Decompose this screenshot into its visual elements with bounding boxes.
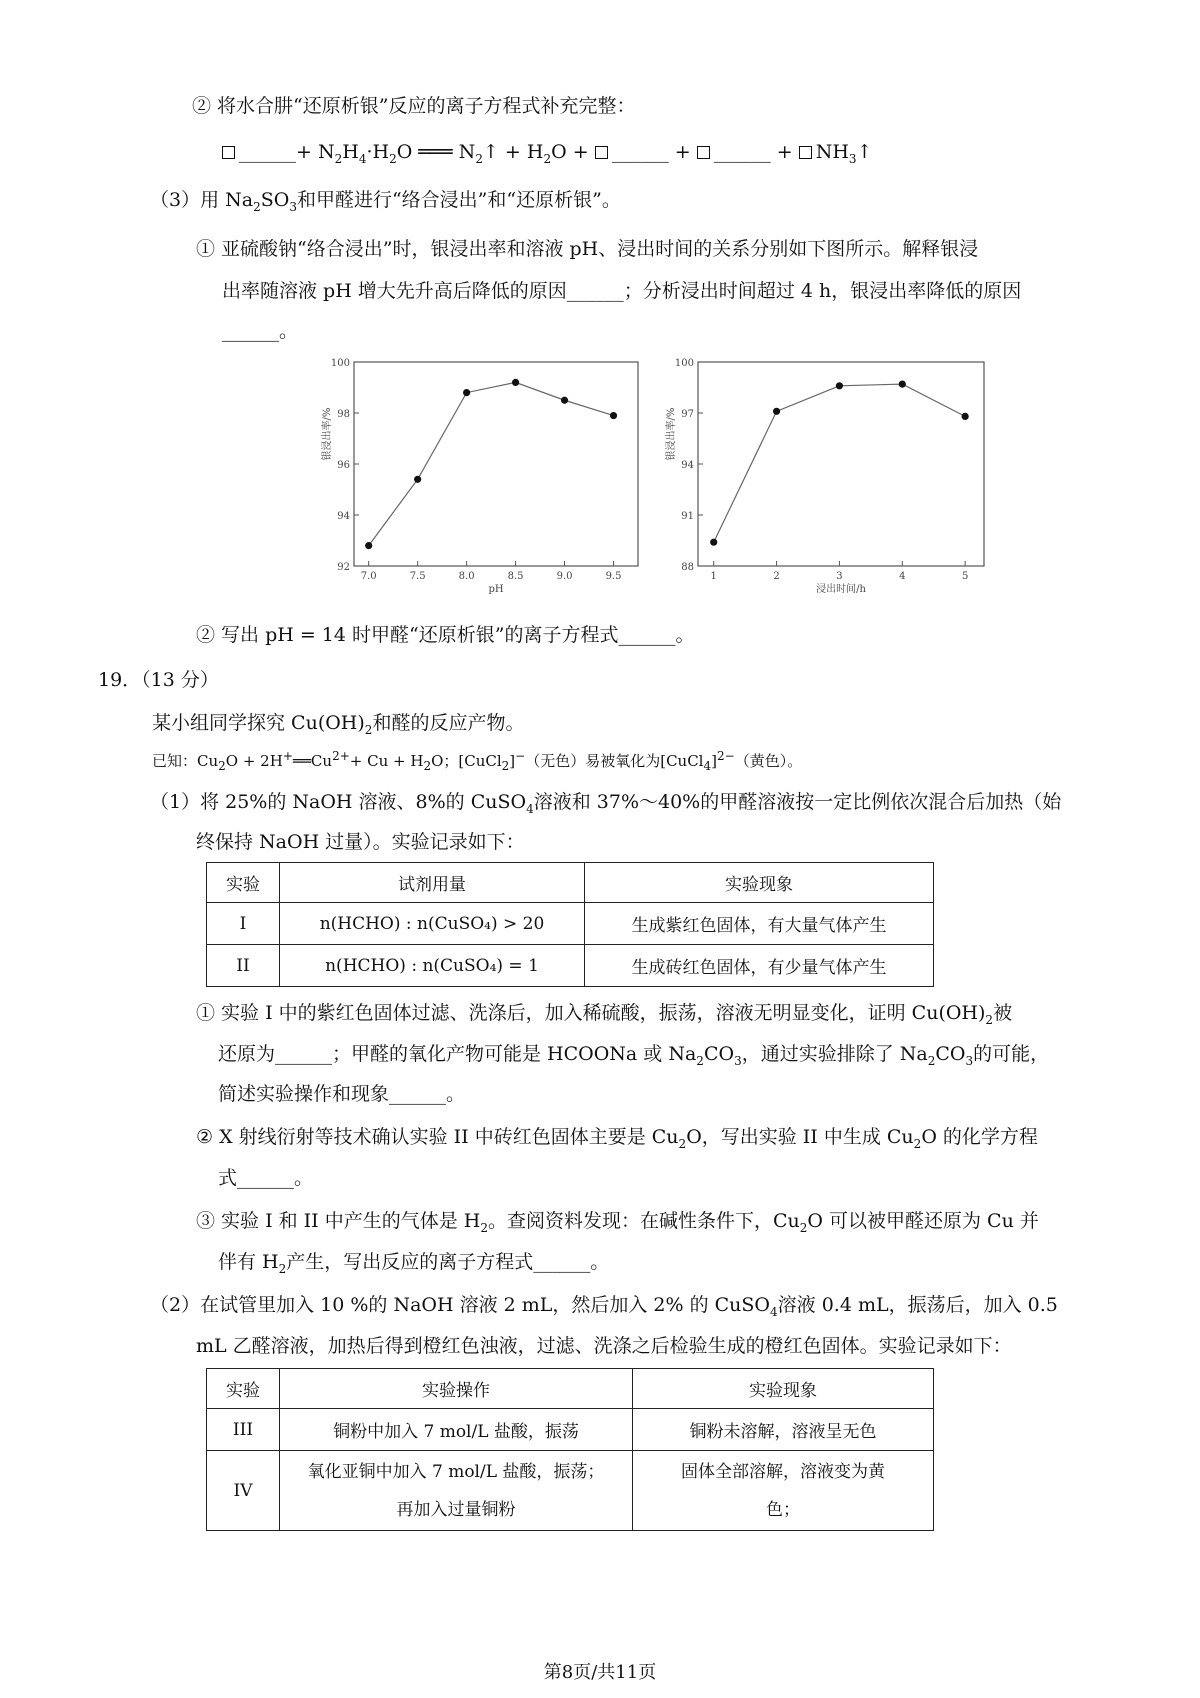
q18-part3-heading: （3）用 $Na_2SO_3$和甲醛进行“络合浸出”和“还原析银”。 xyxy=(150,189,621,214)
y-tick-label: 100 xyxy=(674,358,694,369)
y-tick-label: 98 xyxy=(337,409,350,420)
data-point xyxy=(899,381,906,388)
x-tick-label: 3 xyxy=(836,571,843,582)
table1-header: 实验 xyxy=(207,863,280,903)
q19-sub3-line2: 伴有 $H_2$产生，写出反应的离子方程式______。 xyxy=(218,1251,610,1276)
q18-equation: ______+ $N_2H_4\cdot H_2O$ ═══ $N_2↑ + H_2O$ + ______ + ______ + $NH_3↑$ xyxy=(222,139,872,165)
data-point xyxy=(773,408,780,415)
q19-known: 已知：$Cu_2O$ + $2H^+══Cu^{2+}+ Cu + H_2O$；[CuCl$_2$]−（无色）易被氧化为[CuCl$_4$]$^{2-}$（黄色）。 xyxy=(152,749,803,773)
chart-time-vs-leaching-rate xyxy=(664,352,1004,602)
series-line xyxy=(369,382,614,545)
y-tick-label: 91 xyxy=(681,511,694,522)
table2-cell xyxy=(280,1451,633,1531)
table1-cell: 生成砖红色固体，有少量气体产生 xyxy=(585,945,934,987)
x-tick-label: 1 xyxy=(710,571,717,582)
table2-cell: 铜粉未溶解，溶液呈无色 xyxy=(633,1409,934,1451)
table1-cell: n(HCHO) : n(CuSO₄) = 1 xyxy=(280,945,585,987)
y-tick-label: 100 xyxy=(330,358,350,369)
table-row xyxy=(207,903,934,945)
data-point xyxy=(962,413,969,420)
x-tick-label: 9.0 xyxy=(556,571,573,582)
table2-cell-line: 氧化亚铜中加入 7 mol/L 盐酸，振荡； xyxy=(307,1461,605,1482)
x-axis-label: pH xyxy=(488,584,504,595)
data-point xyxy=(836,382,843,389)
table1-header: 实验现象 xyxy=(585,863,934,903)
q19-sub1-line2: 还原为______；甲醛的氧化产物可能是 HCOONa 或 $Na_2CO_3$，通过实验排除了 $Na_2CO_3$的可能， xyxy=(218,1043,1050,1068)
chart-ph-vs-leaching-rate xyxy=(316,352,646,602)
data-point xyxy=(512,379,519,386)
data-point xyxy=(414,476,421,483)
q18-part3-item1-line3: ______。 xyxy=(222,320,299,342)
q18-part3-item1-line1: ① 亚硫酸钠“络合浸出”时，银浸出率和溶液 pH、浸出时间的关系分别如下图所示。解释银浸 xyxy=(196,238,979,260)
table-row xyxy=(207,945,934,987)
blank-box xyxy=(595,146,608,159)
blank-box xyxy=(222,146,235,159)
table-row xyxy=(207,1409,934,1451)
table2-header: 实验操作 xyxy=(280,1369,633,1409)
q19-sub2-line2: 式______。 xyxy=(218,1167,314,1189)
y-axis-label: 银浸出率/% xyxy=(666,407,677,461)
q19-part1-line2: 终保持 NaOH 过量）。实验记录如下： xyxy=(196,831,525,853)
x-axis-label: 浸出时间/h xyxy=(816,584,866,595)
blank-box xyxy=(697,146,710,159)
table1-cell: II xyxy=(207,945,280,987)
y-axis-label: 银浸出率/% xyxy=(322,407,333,461)
q19-part1-line1: （1）将 25%的 NaOH 溶液、8%的 CuSO$_4$溶液和 37%～40%的甲醛溶液按一定比例依次混合后加热（始 xyxy=(150,791,1062,816)
x-tick-label: 4 xyxy=(899,571,906,582)
y-tick-label: 88 xyxy=(681,562,694,573)
plot-frame xyxy=(698,362,984,566)
q19-sub3-line1: ③ 实验 I 和 II 中产生的气体是 $H_2$。查阅资料发现：在碱性条件下，$Cu_2O$ 可以被甲醛还原为 Cu 并 xyxy=(196,1210,1039,1235)
page-footer: 第8页/共11页 xyxy=(543,1662,657,1683)
table2-header: 实验 xyxy=(207,1369,280,1409)
data-point xyxy=(561,397,568,404)
table2-cell-line: 色； xyxy=(766,1499,800,1520)
y-tick-label: 92 xyxy=(337,562,350,573)
q19-intro: 某小组同学探究 $Cu(OH)_2$和醛的反应产物。 xyxy=(152,712,525,737)
x-tick-label: 7.0 xyxy=(360,571,377,582)
x-tick-label: 5 xyxy=(961,571,969,582)
experiment-table-2 xyxy=(206,1368,934,1531)
table2-cell: 铜粉中加入 7 mol/L 盐酸，振荡 xyxy=(280,1409,633,1451)
q19-sub1-line3: 简述实验操作和现象______。 xyxy=(218,1083,466,1105)
y-tick-label: 94 xyxy=(681,460,694,471)
table2-cell xyxy=(633,1451,934,1531)
q18-part3-item1-line2: 出率随溶液 pH 增大先升高后降低的原因______；分析浸出时间超过 4 h，银浸出率降低的原因 xyxy=(222,280,1022,302)
x-tick-label: 8.0 xyxy=(458,571,475,582)
table-row xyxy=(207,1451,934,1531)
table2-cell-line: 固体全部溶解，溶液变为黄 xyxy=(681,1461,885,1482)
blank-box xyxy=(799,146,812,159)
x-tick-label: 8.5 xyxy=(507,571,524,582)
q19-part2-line2: mL 乙醛溶液，加热后得到橙红色浊液，过滤、洗涤之后检验生成的橙红色固体。实验记录如下： xyxy=(196,1335,1012,1357)
table2-cell: III xyxy=(207,1409,280,1451)
data-point xyxy=(710,539,717,546)
y-tick-label: 94 xyxy=(337,511,350,522)
q19-sub1-line1: ① 实验 I 中的紫红色固体过滤、洗涤后，加入稀硫酸，振荡，溶液无明显变化，证明 $Cu(OH)_2$被 xyxy=(196,1002,1013,1027)
q18-part3-item2: ② 写出 pH = 14 时甲醛“还原析银”的离子方程式______。 xyxy=(196,624,695,646)
table1-cell: I xyxy=(207,903,280,945)
q18-item2-text: ② 将水合肼“还原析银”反应的离子方程式补充完整： xyxy=(192,95,636,117)
experiment-table-1 xyxy=(206,862,934,987)
q19-sub2-line1: ② X 射线衍射等技术确认实验 II 中砖红色固体主要是 $Cu_2O$，写出实验 II 中生成 $Cu_2O$ 的化学方程 xyxy=(196,1126,1038,1151)
y-tick-label: 96 xyxy=(337,460,350,471)
x-tick-label: 7.5 xyxy=(409,571,426,582)
y-tick-label: 97 xyxy=(681,409,694,420)
table2-cell-line: 再加入过量铜粉 xyxy=(396,1499,516,1520)
q19-header: 19．（13 分） xyxy=(98,669,219,691)
table1-header: 试剂用量 xyxy=(280,863,585,903)
table1-cell: n(HCHO) : n(CuSO₄) > 20 xyxy=(280,903,585,945)
q19-part2-line1: （2）在试管里加入 10 %的 NaOH 溶液 2 mL，然后加入 2% 的 CuSO$_4$溶液 0.4 mL，振荡后，加入 0.5 xyxy=(150,1294,1058,1319)
data-point xyxy=(365,542,372,549)
x-tick-label: 9.5 xyxy=(605,571,622,582)
data-point xyxy=(610,412,617,419)
series-line xyxy=(714,384,965,542)
data-point xyxy=(463,389,470,396)
table2-cell: IV xyxy=(207,1451,280,1531)
plot-frame xyxy=(354,362,638,566)
table2-header: 实验现象 xyxy=(633,1369,934,1409)
table1-cell: 生成紫红色固体，有大量气体产生 xyxy=(585,903,934,945)
x-tick-label: 2 xyxy=(773,571,780,582)
